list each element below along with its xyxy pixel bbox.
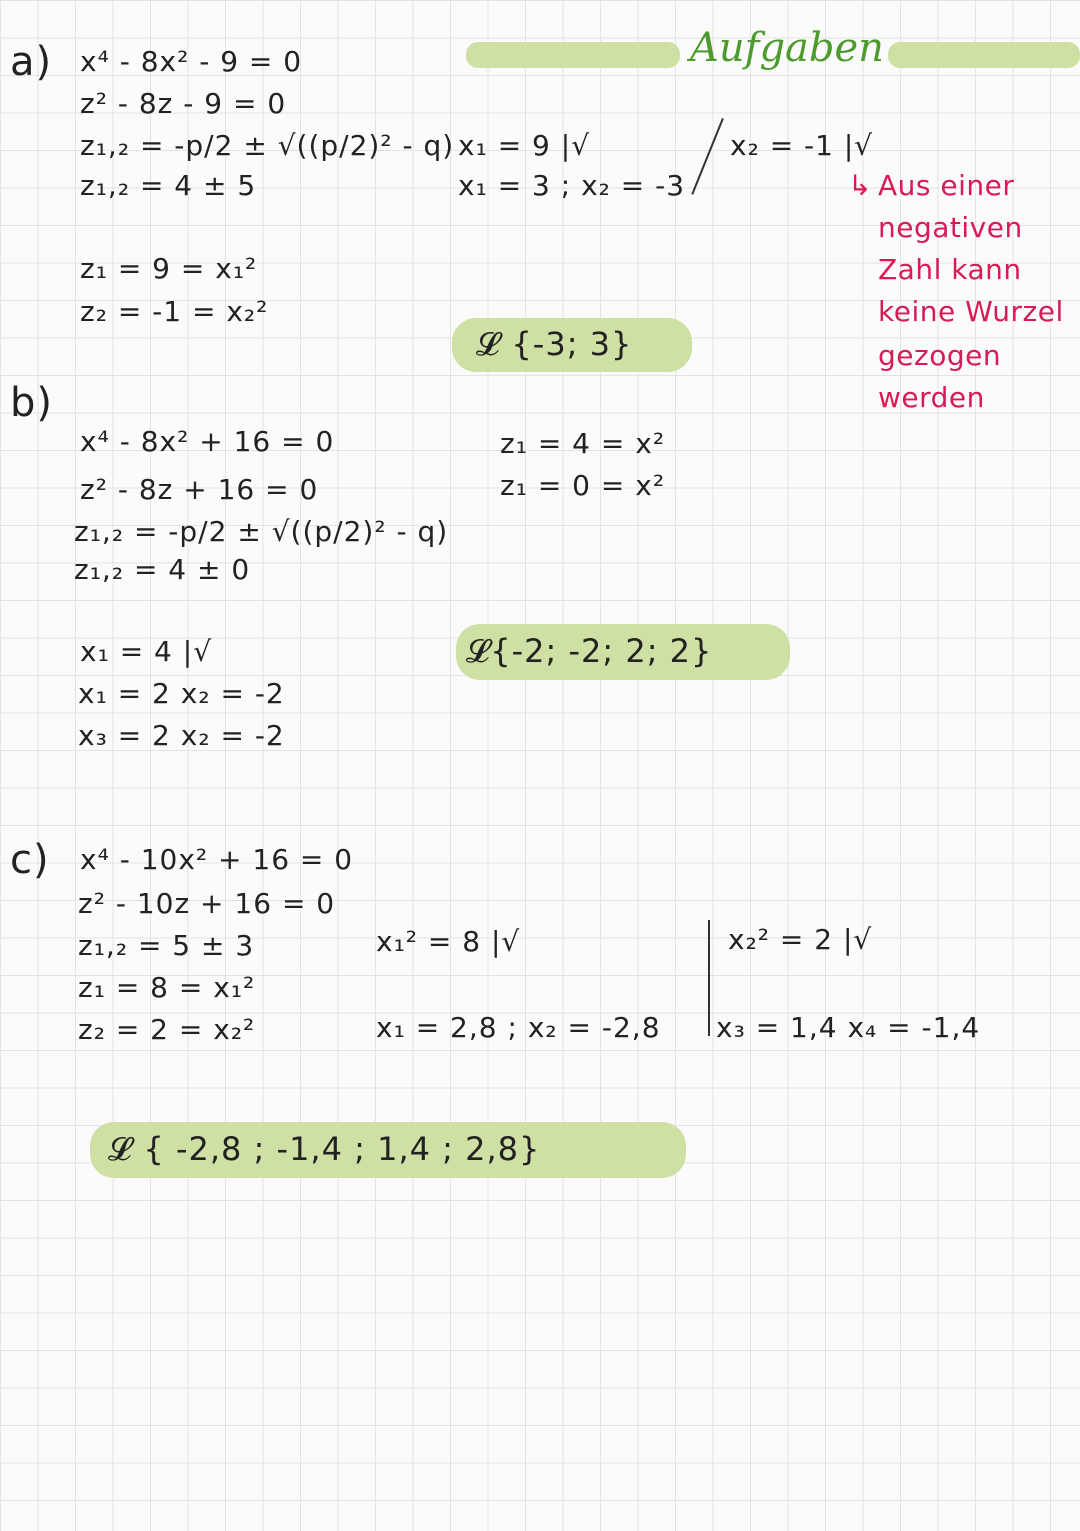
c-line-1: x⁴ - 10x² + 16 = 0	[80, 843, 354, 876]
a-solution: 𝓛 {-3; 3}	[476, 325, 633, 363]
b-mid-line-1: z₁ = 4 = x²	[500, 427, 666, 460]
b-line-6: x₁ = 2 x₂ = -2	[78, 677, 285, 710]
a-line-1: x⁴ - 8x² - 9 = 0	[80, 45, 303, 78]
a-line-6: z₂ = -1 = x₂²	[80, 295, 269, 328]
c-divider	[708, 920, 710, 1036]
a-note-line-3: Zahl kann	[878, 253, 1022, 286]
note-arrow-icon: ↳	[848, 169, 872, 202]
a-right-line: x₂ = -1 |√	[730, 129, 874, 162]
label-a: a)	[10, 39, 53, 85]
a-line-3: z₁,₂ = -p/2 ± √((p/2)² - q)	[80, 129, 455, 162]
b-mid-line-2: z₁ = 0 = x²	[500, 469, 666, 502]
label-c: c)	[10, 837, 50, 883]
b-line-1: x⁴ - 8x² + 16 = 0	[80, 425, 335, 458]
b-line-4: z₁,₂ = 4 ± 0	[74, 553, 251, 586]
b-line-2: z² - 8z + 16 = 0	[80, 473, 319, 506]
page-title: Aufgaben	[690, 25, 884, 71]
b-solution: 𝓛{-2; -2; 2; 2}	[466, 632, 713, 670]
a-divider	[691, 118, 724, 195]
b-line-5: x₁ = 4 |√	[80, 635, 213, 668]
c-line-4: z₁ = 8 = x₁²	[78, 971, 256, 1004]
a-line-4: z₁,₂ = 4 ± 5	[80, 169, 257, 202]
a-mid-line-2: x₁ = 3 ; x₂ = -3	[458, 169, 686, 202]
a-line-5: z₁ = 9 = x₁²	[80, 252, 258, 285]
b-line-7: x₃ = 2 x₂ = -2	[78, 719, 285, 752]
c-right-line-1: x₂² = 2 |√	[728, 923, 873, 956]
a-line-2: z² - 8z - 9 = 0	[80, 87, 287, 120]
c-right-line-2: x₃ = 1,4 x₄ = -1,4	[716, 1011, 981, 1044]
c-solution: 𝓛 { -2,8 ; -1,4 ; 1,4 ; 2,8}	[108, 1130, 541, 1168]
b-line-3: z₁,₂ = -p/2 ± √((p/2)² - q)	[74, 515, 449, 548]
c-line-5: z₂ = 2 = x₂²	[78, 1013, 256, 1046]
a-note-line-5: gezogen	[878, 339, 1002, 372]
label-b: b)	[10, 380, 53, 426]
c-mid-line-1: x₁² = 8 |√	[376, 925, 521, 958]
a-note-line-6: werden	[878, 381, 985, 414]
header-bar-right	[888, 42, 1080, 68]
header-bar-left	[466, 42, 680, 68]
c-mid-line-2: x₁ = 2,8 ; x₂ = -2,8	[376, 1011, 661, 1044]
a-note-line-1: Aus einer	[878, 169, 1015, 202]
a-note-line-4: keine Wurzel	[878, 295, 1064, 328]
c-line-3: z₁,₂ = 5 ± 3	[78, 929, 255, 962]
a-note-line-2: negativen	[878, 211, 1023, 244]
c-line-2: z² - 10z + 16 = 0	[78, 887, 336, 920]
a-mid-line-1: x₁ = 9 |√	[458, 129, 591, 162]
